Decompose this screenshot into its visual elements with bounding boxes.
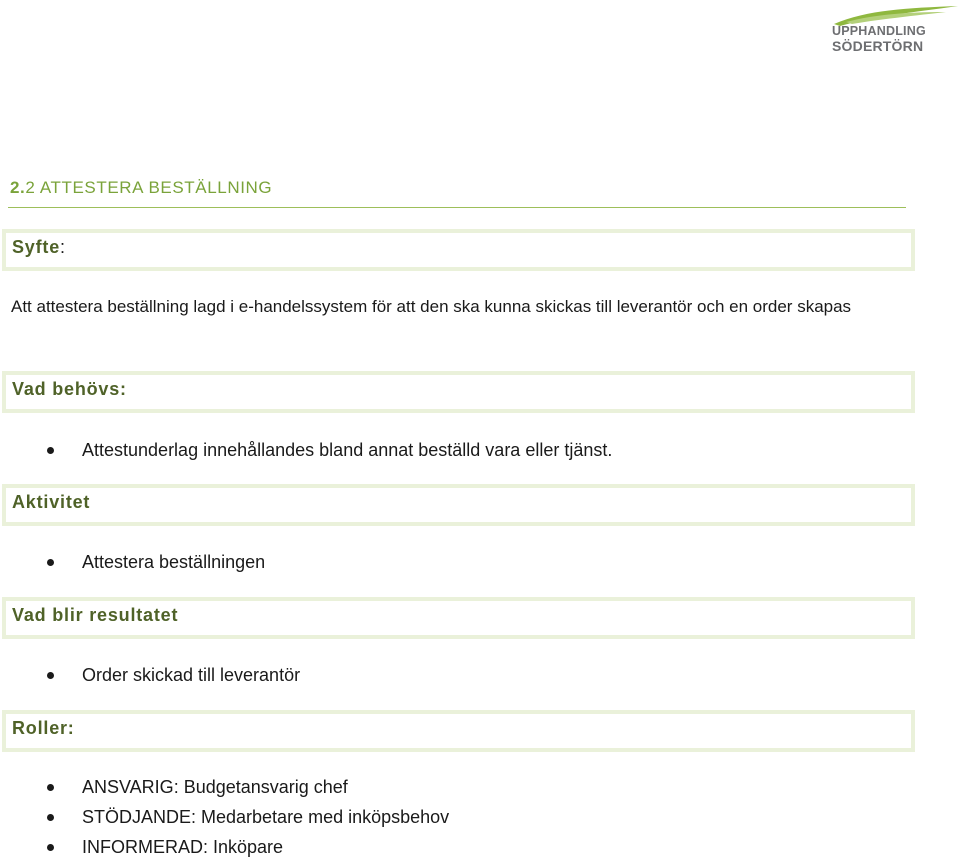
list-item-text: STÖDJANDE: Medarbetare med inköpsbehov — [82, 807, 450, 827]
section-divider — [8, 207, 906, 208]
aktivitet-list — [0, 547, 950, 577]
roller-heading-box — [2, 710, 915, 752]
resultat-list — [0, 660, 950, 690]
resultat-heading: Vad blir resultatet — [12, 605, 179, 625]
upphandling-sodertorn-logo — [826, 2, 960, 56]
syfte-heading-box — [2, 229, 915, 271]
bullet-icon — [47, 814, 54, 821]
logo-line-2: SÖDERTÖRN — [832, 38, 924, 54]
section-title-text: 2 ATTESTERA BESTÄLLNING — [25, 178, 273, 197]
list-item — [0, 772, 950, 802]
list-item — [0, 435, 950, 465]
bullet-icon — [47, 672, 54, 679]
list-item — [0, 547, 950, 577]
resultat-heading-box — [2, 597, 915, 639]
vad-behovs-heading-box — [2, 371, 915, 413]
list-item — [0, 660, 950, 690]
list-item-text: ANSVARIG: Budgetansvarig chef — [82, 777, 348, 797]
bullet-icon — [47, 559, 54, 566]
list-item-text: INFORMERAD: Inköpare — [82, 837, 284, 857]
section-title — [10, 178, 272, 198]
roller-list — [0, 772, 950, 862]
list-item-text: Order skickad till leverantör — [82, 665, 301, 685]
syfte-heading — [12, 237, 66, 258]
list-item — [0, 832, 950, 862]
bullet-icon — [47, 844, 54, 851]
bullet-icon — [47, 447, 54, 454]
section-number: 2. — [10, 178, 26, 197]
bullet-icon — [47, 784, 54, 791]
list-item-text: Attestera beställningen — [82, 552, 266, 572]
syfte-label-colon: : — [60, 237, 66, 257]
list-item-text: Attestunderlag innehållandes bland annat beställd vara eller tjänst. — [82, 440, 613, 460]
logo-line-1: UPPHANDLING — [832, 24, 926, 38]
list-item — [0, 802, 950, 832]
aktivitet-heading-box — [2, 484, 915, 526]
syfte-text: Att attestera beställning lagd i e-handelssystem för att den ska kunna skickas till leverantör och en order skapas — [11, 297, 852, 316]
vad-behovs-heading: Vad behövs: — [12, 379, 127, 399]
syfte-label: Syfte — [12, 237, 61, 257]
roller-heading: Roller: — [12, 718, 75, 738]
vad-behovs-list — [0, 435, 950, 465]
aktivitet-heading: Aktivitet — [12, 492, 91, 512]
